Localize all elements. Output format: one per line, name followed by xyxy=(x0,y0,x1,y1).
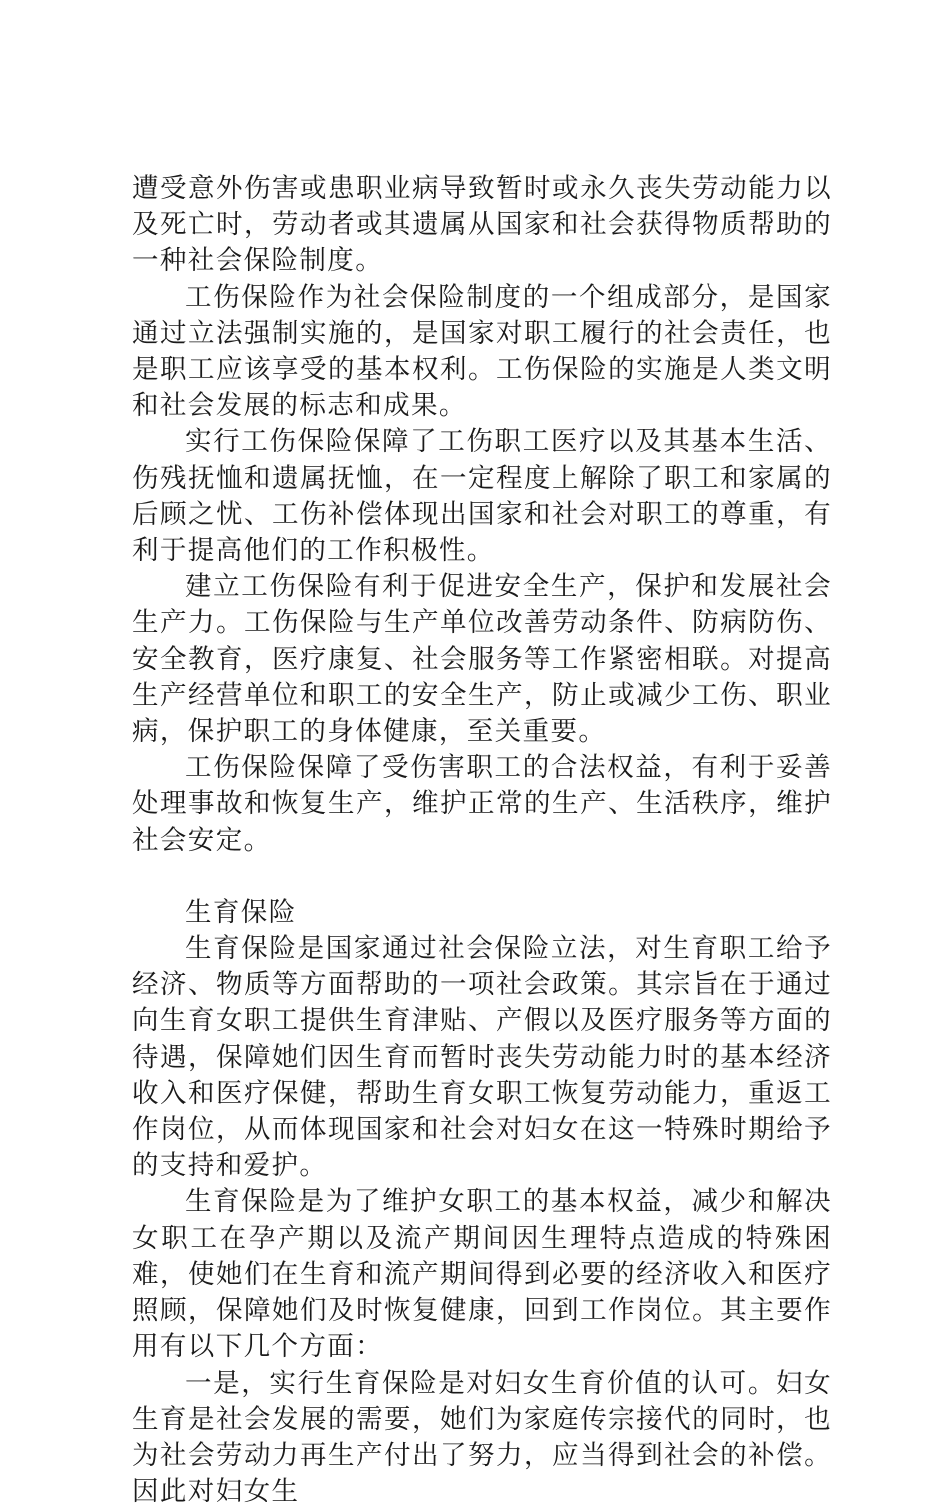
section-heading-maternity-insurance: 生育保险 xyxy=(132,895,832,931)
paragraph-maternity-purpose: 生育保险是为了维护女职工的基本权益，减少和解决女职工在孕产期以及流产期间因生理特点造成的特殊困难，使她们在生育和流产期间得到必要的经济收入和医疗照顾，保障她们及时恢复健康，回到工作岗位。其主要作用有以下几个方面： xyxy=(132,1184,832,1365)
paragraph-work-injury-definition: 工伤保险作为社会保险制度的一个组成部分，是国家通过立法强制实施的，是国家对职工履行的社会责任，也是职工应该享受的基本权利。工伤保险的实施是人类文明和社会发展的标志和成果。 xyxy=(132,280,832,425)
document-body xyxy=(132,171,832,1510)
paragraph-work-injury-rights: 工伤保险保障了受伤害职工的合法权益，有利于妥善处理事故和恢复生产，维护正常的生产、生活秩序，维护社会安定。 xyxy=(132,750,832,859)
paragraph-work-injury-safety: 建立工伤保险有利于促进安全生产，保护和发展社会生产力。工伤保险与生产单位改善劳动条件、防病防伤、安全教育，医疗康复、社会服务等工作紧密相联。对提高生产经营单位和职工的安全生产，防止或减少工伤、职业病，保护职工的身体健康，至关重要。 xyxy=(132,569,832,750)
section-spacer xyxy=(132,859,832,895)
paragraph-work-injury-benefits: 实行工伤保险保障了工伤职工医疗以及其基本生活、伤残抚恤和遗属抚恤，在一定程度上解除了职工和家属的后顾之忧、工伤补偿体现出国家和社会对职工的尊重，有利于提高他们的工作积极性。 xyxy=(132,424,832,569)
paragraph-continuation: 遭受意外伤害或患职业病导致暂时或永久丧失劳动能力以及死亡时，劳动者或其遗属从国家和社会获得物质帮助的一种社会保险制度。 xyxy=(132,171,832,280)
paragraph-maternity-definition: 生育保险是国家通过社会保险立法，对生育职工给予经济、物质等方面帮助的一项社会政策。其宗旨在于通过向生育女职工提供生育津贴、产假以及医疗服务等方面的待遇，保障她们因生育而暂时丧失劳动能力时的基本经济收入和医疗保健，帮助生育女职工恢复劳动能力，重返工作岗位，从而体现国家和社会对妇女在这一特殊时期给予的支持和爱护。 xyxy=(132,931,832,1184)
paragraph-maternity-point-one: 一是，实行生育保险是对妇女生育价值的认可。妇女生育是社会发展的需要，她们为家庭传宗接代的同时，也为社会劳动力再生产付出了努力，应当得到社会的补偿。因此对妇女生 xyxy=(132,1366,832,1510)
